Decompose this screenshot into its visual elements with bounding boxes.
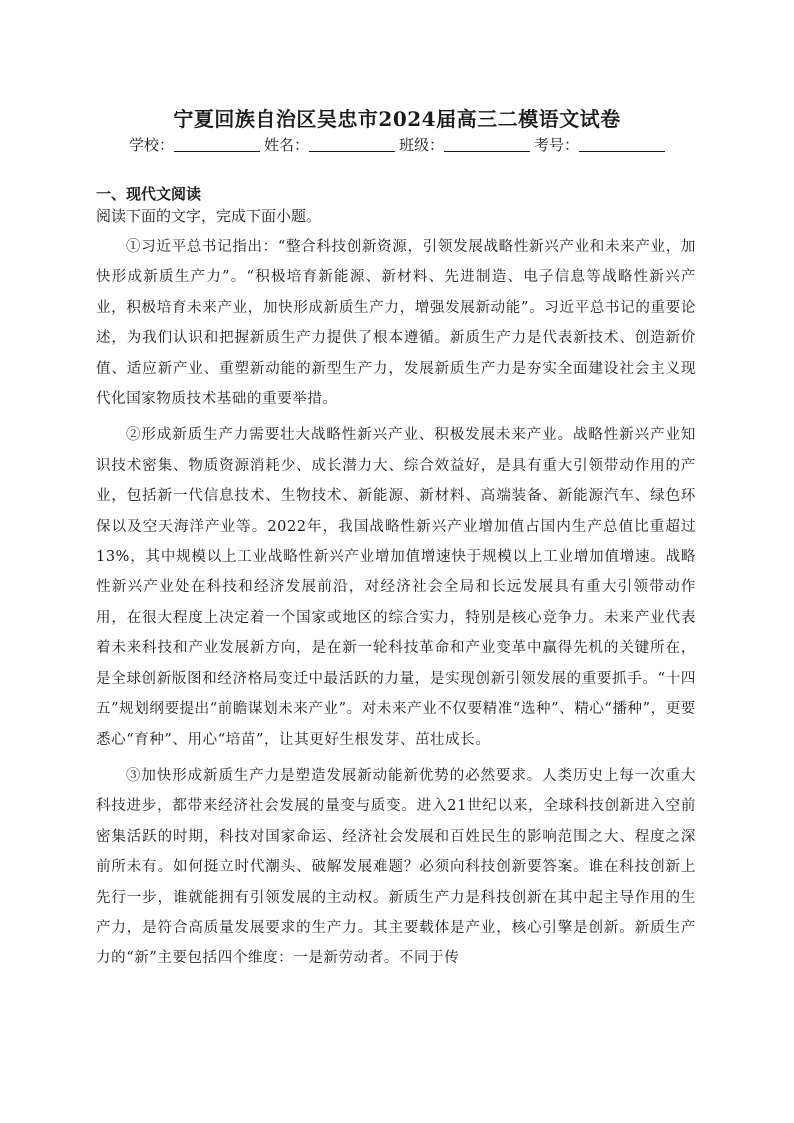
class-field bbox=[399, 134, 530, 155]
name-blank bbox=[309, 137, 395, 152]
class-blank bbox=[444, 137, 530, 152]
exam-number-blank bbox=[579, 137, 665, 152]
paragraph-1: ①习近平总书记指出：“整合科技创新资源，引领发展战略性新兴产业和未来产业，加快形成新质生产力”。“积极培育新能源、新材料、先进制造、电子信息等战略性新兴产业，积极培育未来产业，加快形成新质生产力，增强发展新动能”。习近平总书记的重要论述，为我们认识和把握新质生产力提供了根本遵循。新质生产力是代表新技术、创造新价值、适应新产业、重塑新动能的新型生产力，发展新质生产力是夯实全面建设社会主义现代化国家物质技术基础的重要举措。 bbox=[96, 239, 696, 408]
class-label: 班级： bbox=[399, 136, 445, 154]
name-field bbox=[264, 134, 395, 155]
paragraph-3: ③加快形成新质生产力是塑造发展新动能新优势的必然要求。人类历史上每一次重大科技进步，都带来经济社会发展的量变与质变。进入21世纪以来，全球科技创新进入空前密集活跃的时期，科技对国家命运、经济社会发展和百姓民生的影响范围之大、程度之深前所未有。如何挺立时代潮头、破解发展难题？必须向科技创新要答案。谁在科技创新上先行一步，谁就能拥有引领发展的主动权。新质生产力是科技创新在其中起主导作用的生产力，是符合高质量发展要求的生产力。其主要载体是产业，核心引擎是创新。新质生产力的“新”主要包括四个维度：一是新劳动者。不同于传 bbox=[96, 767, 696, 967]
paragraph-2: ②形成新质生产力需要壮大战略性新兴产业、积极发展未来产业。战略性新兴产业知识技术密集、物质资源消耗少、成长潜力大、综合效益好，是具有重大引领带动作用的产业，包括新一代信息技术、生物技术、新能源、新材料、高端装备、新能源汽车、绿色环保以及空天海洋产业等。2022年，我国战略性新兴产业增加值占国内生产总值比重超过13%，其中规模以上工业战略性新兴产业增加值增速快于规模以上工业增加值增速。战略性新兴产业处在科技和经济发展前沿，对经济社会全局和长远发展具有重大引领带动作用，在很大程度上决定着一个国家或地区的综合实力，特别是核心竞争力。未来产业代表着未来科技和产业发展新方向，是在新一轮科技革命和产业变革中赢得先机的关键所在，是全球创新版图和经济格局变迁中最活跃的力量，是实现创新引领发展的重要抓手。“十四五”规划纲要提出“前瞻谋划未来产业”。对未来产业不仅要精准“选种”、精心“播种”，更要悉心“育种”、用心“培苗”，让其更好生根发芽、茁壮成长。 bbox=[96, 427, 696, 748]
school-label: 学校： bbox=[128, 136, 174, 154]
section-heading: 一、现代文阅读 bbox=[96, 185, 202, 203]
student-info-line bbox=[0, 134, 794, 155]
exam-number-label: 考号： bbox=[534, 136, 580, 154]
reading-instruction: 阅读下面的文字，完成下面小题。 bbox=[96, 207, 322, 225]
document-title: 宁夏回族自治区吴忠市2024届高三二模语文试卷 bbox=[173, 107, 621, 131]
passage-body bbox=[96, 232, 696, 980]
exam-number-field bbox=[534, 134, 665, 155]
school-blank bbox=[174, 137, 260, 152]
school-field bbox=[129, 134, 260, 155]
name-label: 姓名： bbox=[263, 136, 309, 154]
